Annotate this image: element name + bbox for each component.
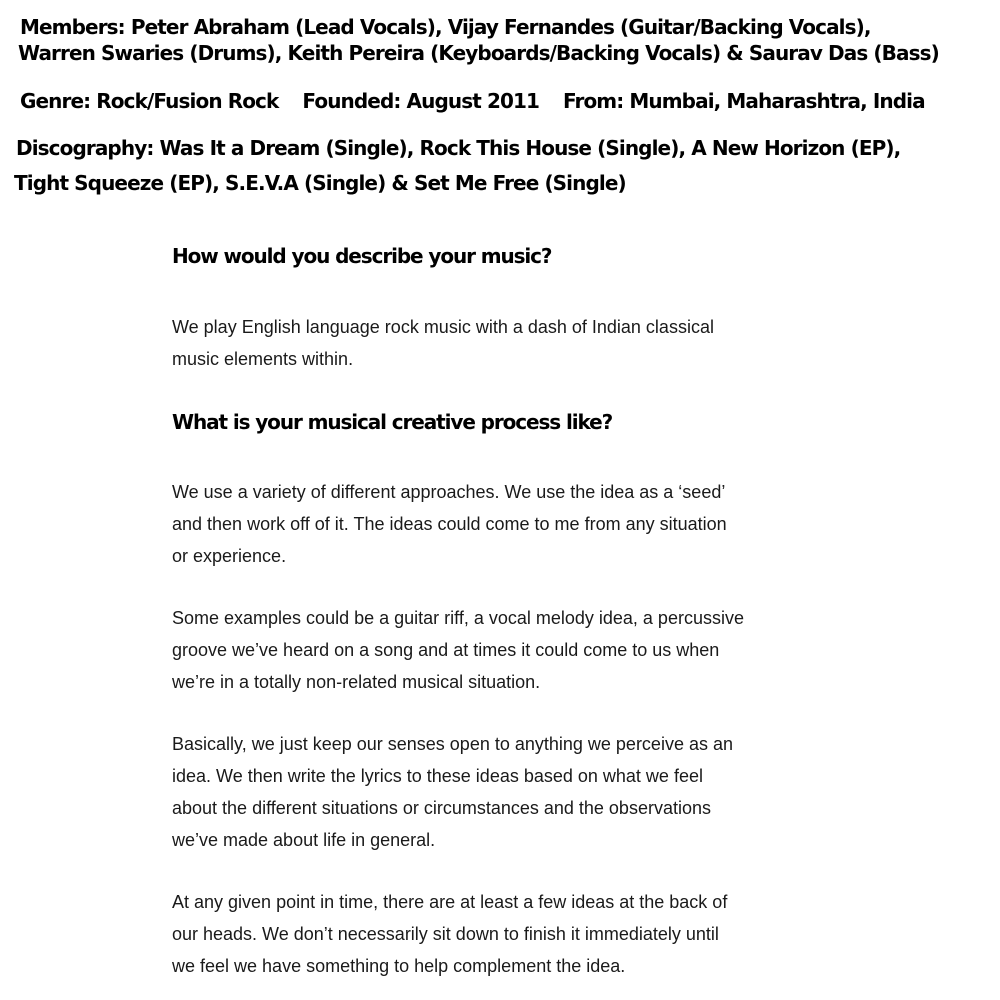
answer-line: and then work off of it. The ideas could come to me from any situation [172,514,727,534]
answer-paragraph-3 [172,728,822,856]
question-describe-music: How would you describe your music? [172,244,552,268]
answer-line: we’re in a totally non-related musical situation. [172,672,541,692]
answer-line: At any given point in time, there are at least a few ideas at the back of [172,892,728,912]
members-line-1: Members: Peter Abraham (Lead Vocals), Vijay Fernandes (Guitar/Backing Vocals), [20,15,871,39]
answer-line: We play English language rock music with a dash of Indian classical [172,317,714,337]
founded-text: Founded: August 2011 [302,89,540,113]
answer-line: idea. We then write the lyrics to these ideas based on what we feel [172,766,703,786]
discography-line-2: Tight Squeeze (EP), S.E.V.A (Single) & Set Me Free (Single) [14,171,626,195]
question-creative-process: What is your musical creative process like? [172,410,613,434]
answer-line: our heads. We don’t necessarily sit down to finish it immediately until [172,924,719,944]
answer-line: we feel we have something to help complement the idea. [172,956,626,976]
answer-paragraph-2 [172,602,822,698]
answer-line: Basically, we just keep our senses open to anything we perceive as an [172,734,733,754]
answer-line: We use a variety of different approaches. We use the idea as a ‘seed’ [172,482,726,502]
origin-text: From: Mumbai, Maharashtra, India [563,89,925,113]
answer-paragraph-1 [172,476,822,572]
discography-line-1: Discography: Was It a Dream (Single), Rock This House (Single), A New Horizon (EP), [16,136,901,160]
answer-describe-music [172,311,822,375]
answer-line: groove we’ve heard on a song and at times it could come to us when [172,640,720,660]
members-line-2: Warren Swaries (Drums), Keith Pereira (Keyboards/Backing Vocals) & Saurav Das (Bass) [18,41,939,65]
answer-line: we’ve made about life in general. [172,830,436,850]
answer-line: or experience. [172,546,287,566]
answer-paragraph-4 [172,886,822,982]
answer-line: about the different situations or circumstances and the observations [172,798,711,818]
answer-line: Some examples could be a guitar riff, a vocal melody idea, a percussive [172,608,744,628]
band-meta-line [20,88,925,114]
answer-line: music elements within. [172,349,354,369]
genre-text: Genre: Rock/Fusion Rock [20,89,279,113]
